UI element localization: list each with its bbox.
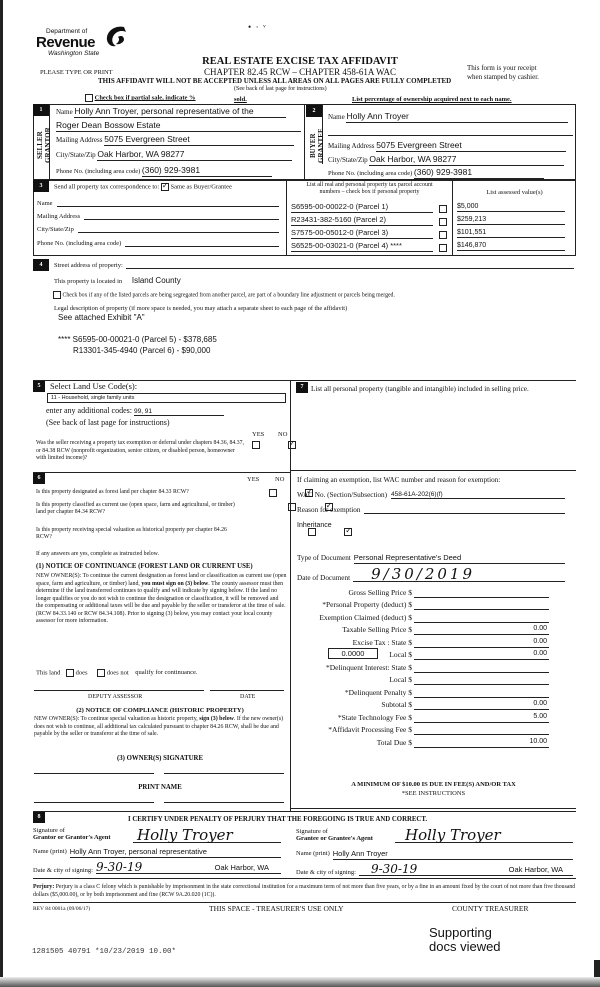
field-label: Reason for exemption <box>297 506 361 514</box>
signing-date: 9-30-19 <box>370 862 418 876</box>
field-label: Mailing Address <box>56 136 103 144</box>
notice-continuance-text <box>36 573 287 626</box>
grantee-date-row <box>296 863 573 876</box>
fee-row <box>291 735 571 748</box>
deputy-assessor-label: DEPUTY ASSESSOR <box>88 694 143 700</box>
county-treasurer-label: COUNTY TREASURER <box>452 904 529 913</box>
fee-table <box>291 585 571 748</box>
fee-label: Total Due $ <box>376 737 412 747</box>
field-label: Name (print) <box>33 848 67 855</box>
additional-codes-field[interactable]: 99, 91 <box>134 408 224 416</box>
technology-fee-field[interactable]: 5.00 <box>414 713 549 723</box>
yes-header: YES <box>247 476 260 483</box>
wac-field[interactable]: 458-61A-202(6)(f) <box>391 491 565 499</box>
owner-signature-line[interactable] <box>164 773 284 774</box>
instructions-note: (See back of last page for instructions) <box>46 418 170 427</box>
side-label: GRANTOR <box>44 127 53 163</box>
fee-row <box>291 635 571 648</box>
field-label: Grantee or Grantee's Agent <box>296 835 373 843</box>
partial-sale-label: Check box if partial sale, indicate % <box>94 94 196 102</box>
field-label: Date of Document <box>297 573 351 582</box>
fee-row <box>291 610 571 623</box>
field-label: This land <box>36 669 61 677</box>
field-label: City/State/Zip <box>56 151 96 159</box>
buyer-mailing-row <box>328 141 573 152</box>
print-name-line[interactable] <box>164 802 284 803</box>
section-number-5: 5 <box>33 381 45 392</box>
exemption-yes-checkbox[interactable] <box>252 441 260 449</box>
corr-phone-field[interactable] <box>125 240 279 247</box>
field-label: enter any additional codes: <box>46 406 132 415</box>
minimum-due-note: A MINIMUM OF $10.00 IS DUE IN FEE(S) AND/OR TAX <box>351 781 516 788</box>
divider <box>291 470 576 471</box>
fee-row <box>291 623 571 636</box>
legal-description-value[interactable]: See attached Exhibit "A" <box>58 313 145 322</box>
fee-row <box>291 698 571 711</box>
segregated-row <box>53 291 395 299</box>
field-label: Mailing Address <box>37 213 81 220</box>
fee-label: *Delinquent Interest: State $ <box>325 662 412 672</box>
supporting-docs-stamp <box>429 926 501 955</box>
field-label: City/State/Zip <box>37 226 74 233</box>
doc-date-row <box>297 567 565 582</box>
print-name-line[interactable] <box>34 802 154 803</box>
assessed-header: List assessed value(s) <box>486 189 543 196</box>
fee-row <box>291 585 571 598</box>
seller-mailing-row <box>56 135 301 146</box>
buyer-city-row <box>328 155 573 166</box>
additional-parcel-note: R13301-345-4940 (Parcel 6) - $90,000 <box>73 346 211 355</box>
perjury-text: Perjury is a class C felony which is punishable by imprisonment in the state correctional institution for a maximum term of not more than five years, or by a fine in an amount fixed by the court of not more than five thousand dollars ($5,000.00), or by both imprisonment and fine (RCW 9A.20.020 (1C)). <box>33 884 576 898</box>
perjury-label: Perjury: <box>33 884 55 890</box>
parcels-header-line: numbers – check box if personal property <box>319 188 420 195</box>
wac-row <box>297 491 565 499</box>
field-label: Mailing Address <box>328 142 375 150</box>
land-use-select[interactable]: 11 - Household, single family units <box>47 393 286 403</box>
parcel-list <box>291 203 571 255</box>
divider <box>304 104 305 180</box>
side-label: GRANTEE <box>317 128 326 164</box>
assessed-value-field[interactable]: $5,000 <box>457 203 565 212</box>
buyer-city-field[interactable]: Oak Harbor, WA 98277 <box>369 155 564 166</box>
fee-label: Local $ <box>389 675 412 685</box>
seller-grantor-label <box>36 125 53 165</box>
owner-signature-line[interactable] <box>34 773 154 774</box>
parcels-header-line: List all real and personal property tax parcel account <box>306 182 433 188</box>
deputy-assessor-line[interactable] <box>34 690 204 691</box>
receipt-note: This form is your receipt <box>467 64 537 72</box>
grantee-date-field[interactable] <box>359 863 573 876</box>
section-number-8: 8 <box>33 812 45 823</box>
assessed-value-field[interactable]: $259,213 <box>457 216 565 225</box>
street-address-row <box>54 262 574 269</box>
logo-text: Department of <box>46 28 88 35</box>
subtotal-field[interactable]: 0.00 <box>414 700 549 710</box>
checkbox-label: does not <box>106 669 129 677</box>
fee-label: *Personal Property (deduct) $ <box>322 600 412 610</box>
field-label: Street address of property: <box>54 262 123 269</box>
continuance-row <box>36 669 198 677</box>
field-label: Name <box>56 108 73 116</box>
fee-row <box>291 673 571 686</box>
treasurer-use-label: THIS SPACE - TREASURER'S USE ONLY <box>209 904 344 913</box>
excise-tax-state-field[interactable]: 0.00 <box>414 638 549 648</box>
does-not-checkbox[interactable] <box>97 669 105 677</box>
doc-type-row <box>297 554 565 564</box>
checkbox-label: does <box>75 669 88 677</box>
field-label: Phone No. (including area code) <box>37 240 122 247</box>
historic-question: Is this property receiving special valuation as historical property per chapter 84.26 RCW? <box>36 527 227 540</box>
delinquent-interest-state-field[interactable] <box>414 663 549 673</box>
field-label: Type of Document <box>297 554 351 562</box>
grantor-signature[interactable]: Holly Troyer <box>133 828 281 843</box>
field-label: Grantor or Grantor's Agent <box>33 834 111 842</box>
taxable-selling-price-field[interactable]: 0.00 <box>414 625 549 635</box>
grantee-signature-label <box>296 828 373 842</box>
parcels-header <box>287 182 452 196</box>
parcel-number-field[interactable]: S6525-00-03021-0 (Parcel 4) **** <box>291 242 433 252</box>
fee-label: Taxable Selling Price $ <box>342 625 412 635</box>
seller-phone-row <box>56 166 301 177</box>
fee-label: Excise Tax : State $ <box>352 637 412 647</box>
field-label: Signature of <box>33 827 65 834</box>
divider <box>33 811 576 812</box>
buyer-name-line2[interactable] <box>328 127 573 136</box>
exemption-question: Was the seller receiving a property tax exemption or deferral under chapters 84.36, 84.37, or 84.38 RCW (nonprofit organization, senior citizen, or disabled person, homeowner with limited income)? <box>36 440 244 462</box>
delinquent-penalty-field[interactable] <box>414 688 549 698</box>
same-as-buyer-checkbox[interactable] <box>161 183 169 191</box>
section-number-2: 2 <box>306 105 322 117</box>
partial-sale-row <box>85 94 196 102</box>
does-checkbox[interactable] <box>66 669 74 677</box>
buyer-grantee-label <box>309 128 326 164</box>
checkbox-label: Same as Buyer/Grantee <box>170 183 232 191</box>
fee-row <box>291 648 571 661</box>
divider <box>33 472 290 473</box>
field-label: qualify for continuance. <box>135 669 198 677</box>
personal-property-label: List all personal property (tangible and intangible) included in selling price. <box>311 385 529 393</box>
notice-text: NEW OWNER(S): To continue special valuation as historic property, <box>34 716 200 722</box>
please-type-note: PLEASE TYPE OR PRINT <box>40 69 113 76</box>
doc-type-field[interactable]: Personal Representative's Deed <box>354 554 565 564</box>
section-number-6: 6 <box>33 473 45 484</box>
current-use-yes-checkbox[interactable] <box>288 503 296 511</box>
buyer-phone-field[interactable]: (360) 929-3981 <box>414 168 544 179</box>
grantee-name-field[interactable]: Holly Ann Troyer <box>333 850 573 860</box>
assessed-value-field[interactable]: $101,551 <box>457 229 565 238</box>
corr-mailing-row <box>37 213 279 220</box>
gross-selling-price-field[interactable] <box>414 588 549 598</box>
form-warning: THIS AFFIDAVIT WILL NOT BE ACCEPTED UNLESS ALL AREAS ON ALL PAGES ARE FULLY COMPLETED <box>98 77 452 85</box>
instructions-note: (See back of last page for instructions) <box>234 86 327 92</box>
notice-continuance-title: (1) NOTICE OF CONTINUANCE (FOREST LAND OR CURRENT USE) <box>36 563 253 570</box>
forest-land-question: Is this property designated as forest land per chapter 84.33 RCW? <box>36 489 189 495</box>
fee-row <box>291 710 571 723</box>
segregated-checkbox[interactable] <box>53 291 61 299</box>
side-label: SELLER <box>36 131 44 159</box>
field-label: Date & city of signing: <box>33 866 93 874</box>
seller-city-field[interactable]: Oak Harbor, WA 98277 <box>97 150 292 161</box>
historic-no-checkbox[interactable] <box>344 528 352 536</box>
notice-compliance-text <box>34 716 287 739</box>
signing-date: 9-30-19 <box>95 860 143 874</box>
field-label: Name <box>37 200 53 207</box>
exemption-claimed-field[interactable] <box>414 613 549 623</box>
current-use-question: Is this property classified as current use (open space, farm and agricultural, or timber) land per chapter 84.34 RCW? <box>36 502 235 515</box>
corr-name-row <box>37 200 279 207</box>
field-label: Date & city of signing: <box>296 868 356 876</box>
local-rate-field[interactable]: 0.0000 <box>328 648 378 659</box>
owner-signature-title: (3) OWNER(S) SIGNATURE <box>117 755 203 762</box>
stamp-text: Supporting <box>429 925 492 940</box>
no-header: NO <box>278 431 288 438</box>
buyer-phone-row <box>328 168 573 179</box>
form-id: REV 84 0001a (09/06/17) <box>33 906 91 912</box>
notice-text: . The county assessor must then determine if the land transferred continues to qualify and will indicate by signing below. If the land no longer qualifies or you do not wish to continue the designation or classification, it will be removed and the compensating or additional taxes will be due and payable by the seller or transferor at the time of sale. (RCW 84.33.140 or RCW 84.34.108). Prior to signing (3) below, you may contact your local county assessor for more information. <box>36 580 286 625</box>
see-instructions-note: *SEE INSTRUCTIONS <box>401 790 466 797</box>
cashier-receipt-stamp: 1281505 40791 *10/23/2019 10.00* <box>32 948 177 956</box>
doc-date-field[interactable]: 9/30/2019 <box>353 567 565 582</box>
grantee-signature[interactable]: Holly Troyer <box>395 828 573 843</box>
divider <box>33 878 576 879</box>
signing-city: Oak Harbor, WA <box>508 865 563 875</box>
personal-property-checkbox[interactable] <box>439 205 447 213</box>
additional-codes-row <box>46 406 286 416</box>
receipt-note: when stamped by cashier. <box>467 73 539 81</box>
seller-city-row <box>56 150 301 161</box>
parcel-row <box>291 242 571 255</box>
section-number-7: 7 <box>296 382 308 393</box>
personal-property-deduct-field[interactable] <box>414 600 549 610</box>
corr-city-row <box>37 226 279 233</box>
corr-city-field[interactable] <box>78 226 279 233</box>
fee-row <box>291 723 571 736</box>
correspondence-row <box>54 183 232 191</box>
signing-city: Oak Harbor, WA <box>214 863 269 873</box>
field-label: This property is located in <box>54 278 123 285</box>
additional-parcel-note: **** S6595-00-00021-0 (Parcel 5) - $378,685 <box>58 335 217 344</box>
scan-specks: • · ᵛ <box>248 22 266 32</box>
field-label: Phone No. (including area code) <box>328 170 413 177</box>
checkbox-label: Check box if any of the listed parcels are being segregated from another parcel, are part of a boundary line adjustment or parcels being merged. <box>62 292 395 299</box>
assessor-date-line[interactable] <box>210 690 284 691</box>
seller-mailing-field[interactable]: 5075 Evergreen Street <box>104 135 294 146</box>
notice-compliance-title: (2) NOTICE OF COMPLIANCE (HISTORIC PROPERTY) <box>76 707 244 714</box>
no-header: NO <box>275 476 285 483</box>
section-number-1: 1 <box>33 104 49 116</box>
grantor-signature-label <box>33 827 111 841</box>
personal-property-checkbox[interactable] <box>439 231 447 239</box>
field-label: Send all property tax correspondence to: <box>54 183 160 191</box>
notice-text: NEW OWNER(S): To continue the current designation as forest land or classification as current use (open space, farm and agriculture, or timber) land, <box>36 573 287 587</box>
field-label: Signature of <box>296 828 328 835</box>
fee-label: Exemption Claimed (deduct) $ <box>319 612 412 622</box>
personal-property-checkbox[interactable] <box>439 218 447 226</box>
divider <box>291 808 576 809</box>
field-label: Phone No. (including area code) <box>56 168 141 175</box>
personal-property-checkbox[interactable] <box>439 244 447 252</box>
partial-sale-checkbox[interactable] <box>85 94 93 102</box>
field-label: WAC No. (Section/Subsection) <box>297 491 388 499</box>
legal-description-label: Legal description of property (if more space is needed, you may attach a separate sheet to each page of the affidavit) <box>54 305 348 312</box>
scan-edge <box>0 0 3 987</box>
grantor-date-field[interactable] <box>96 861 281 874</box>
field-label: Name <box>328 113 345 121</box>
partial-sale-suffix: sold. <box>234 96 247 103</box>
fee-label: *Delinquent Penalty $ <box>344 687 412 697</box>
buyer-name-row <box>328 112 573 123</box>
parcel-number-field[interactable]: S7575-00-05012-0 (Parcel 3) <box>291 229 433 239</box>
notice-text-bold: sign (3) below <box>199 716 234 722</box>
exemption-no-checkbox[interactable] <box>288 441 296 449</box>
corr-phone-row <box>37 240 279 247</box>
grantor-name-row <box>33 848 281 858</box>
county-field[interactable]: Island County <box>131 276 181 285</box>
fee-label: *Affidavit Processing Fee $ <box>328 725 412 735</box>
field-label: City/State/Zip <box>328 156 368 164</box>
reason-value[interactable]: Inheritance <box>297 522 332 529</box>
delinquent-interest-local-field[interactable] <box>414 675 549 685</box>
reason-field[interactable] <box>364 506 565 514</box>
county-row <box>54 276 181 285</box>
seller-name-line2[interactable]: Roger Dean Bossow Estate <box>56 121 301 132</box>
dor-swirl-icon <box>104 24 128 48</box>
parcel-number-field[interactable]: S6595-00-00022-0 (Parcel 1) <box>291 203 433 213</box>
stamp-text: docs viewed <box>429 939 501 955</box>
fee-label: Local $ <box>389 650 412 660</box>
yes-header: YES <box>252 431 265 438</box>
notice-text-bold: you must sign on (3) below <box>141 580 209 587</box>
print-name-label: PRINT NAME <box>138 784 182 791</box>
processing-fee-field[interactable] <box>414 725 549 735</box>
grantee-name-row <box>296 850 573 860</box>
section-number-3: 3 <box>33 180 49 192</box>
notice-text: . If the new owner(s) does not wish to continue, all additional tax calculated pursuant to chapter 84.26 RCW, shall be due and payable by the seller or transferor at the time of sale. <box>34 716 284 738</box>
grantor-name-field[interactable]: Holly Ann Troyer, personal representative <box>70 848 281 858</box>
logo-text: Revenue <box>36 34 96 51</box>
fee-label: Subtotal $ <box>381 700 412 710</box>
form-subtitle: CHAPTER 82.45 RCW – CHAPTER 458-61A WAC <box>204 67 396 77</box>
field-label: Name (print) <box>296 850 330 857</box>
divider <box>33 902 576 903</box>
form-title: REAL ESTATE EXCISE TAX AFFIDAVIT <box>202 56 398 67</box>
buyer-mailing-field[interactable]: 5075 Evergreen Street <box>376 141 566 152</box>
certification-text: I CERTIFY UNDER PENALTY OF PERJURY THAT THE FOREGOING IS TRUE AND CORRECT. <box>128 816 428 823</box>
seller-name-field[interactable]: Holly Ann Troyer, personal representative of the <box>74 107 286 118</box>
fee-row <box>291 598 571 611</box>
corr-name-field[interactable] <box>57 200 279 207</box>
land-use-title: Select Land Use Code(s): <box>50 381 138 391</box>
perjury-note <box>33 884 578 899</box>
parcel-number-field[interactable]: R23431-382-5160 (Parcel 2) <box>291 216 433 226</box>
logo-text: Washington State <box>48 50 100 57</box>
section-number-4: 4 <box>33 259 49 271</box>
seller-phone-field[interactable]: (360) 929-3981 <box>142 166 272 177</box>
grantor-date-row <box>33 861 281 874</box>
total-due-field[interactable]: 10.00 <box>414 738 549 748</box>
seller-name-row <box>56 107 301 118</box>
corr-mailing-field[interactable] <box>84 213 279 220</box>
scan-edge <box>0 977 600 987</box>
date-label: DATE <box>240 694 256 700</box>
forest-yes-checkbox[interactable] <box>269 489 277 497</box>
buyer-name-field[interactable]: Holly Ann Troyer <box>346 112 568 123</box>
fee-row <box>291 660 571 673</box>
ownership-note: List percentage of ownership acquired next to each name. <box>352 96 512 103</box>
if-yes-note: If any answers are yes, complete as instructed below. <box>36 551 159 557</box>
fee-label: Gross Selling Price $ <box>348 587 412 597</box>
fee-label: *State Technology Fee $ <box>337 712 412 722</box>
exemption-label: If claiming an exemption, list WAC number and reason for exemption: <box>297 476 501 484</box>
side-label: BUYER <box>309 133 317 159</box>
excise-tax-local-field[interactable]: 0.00 <box>414 650 549 660</box>
fee-row <box>291 685 571 698</box>
assessed-value-field[interactable]: $146,870 <box>457 242 565 251</box>
reason-row <box>297 506 565 514</box>
street-address-field[interactable] <box>126 262 574 269</box>
